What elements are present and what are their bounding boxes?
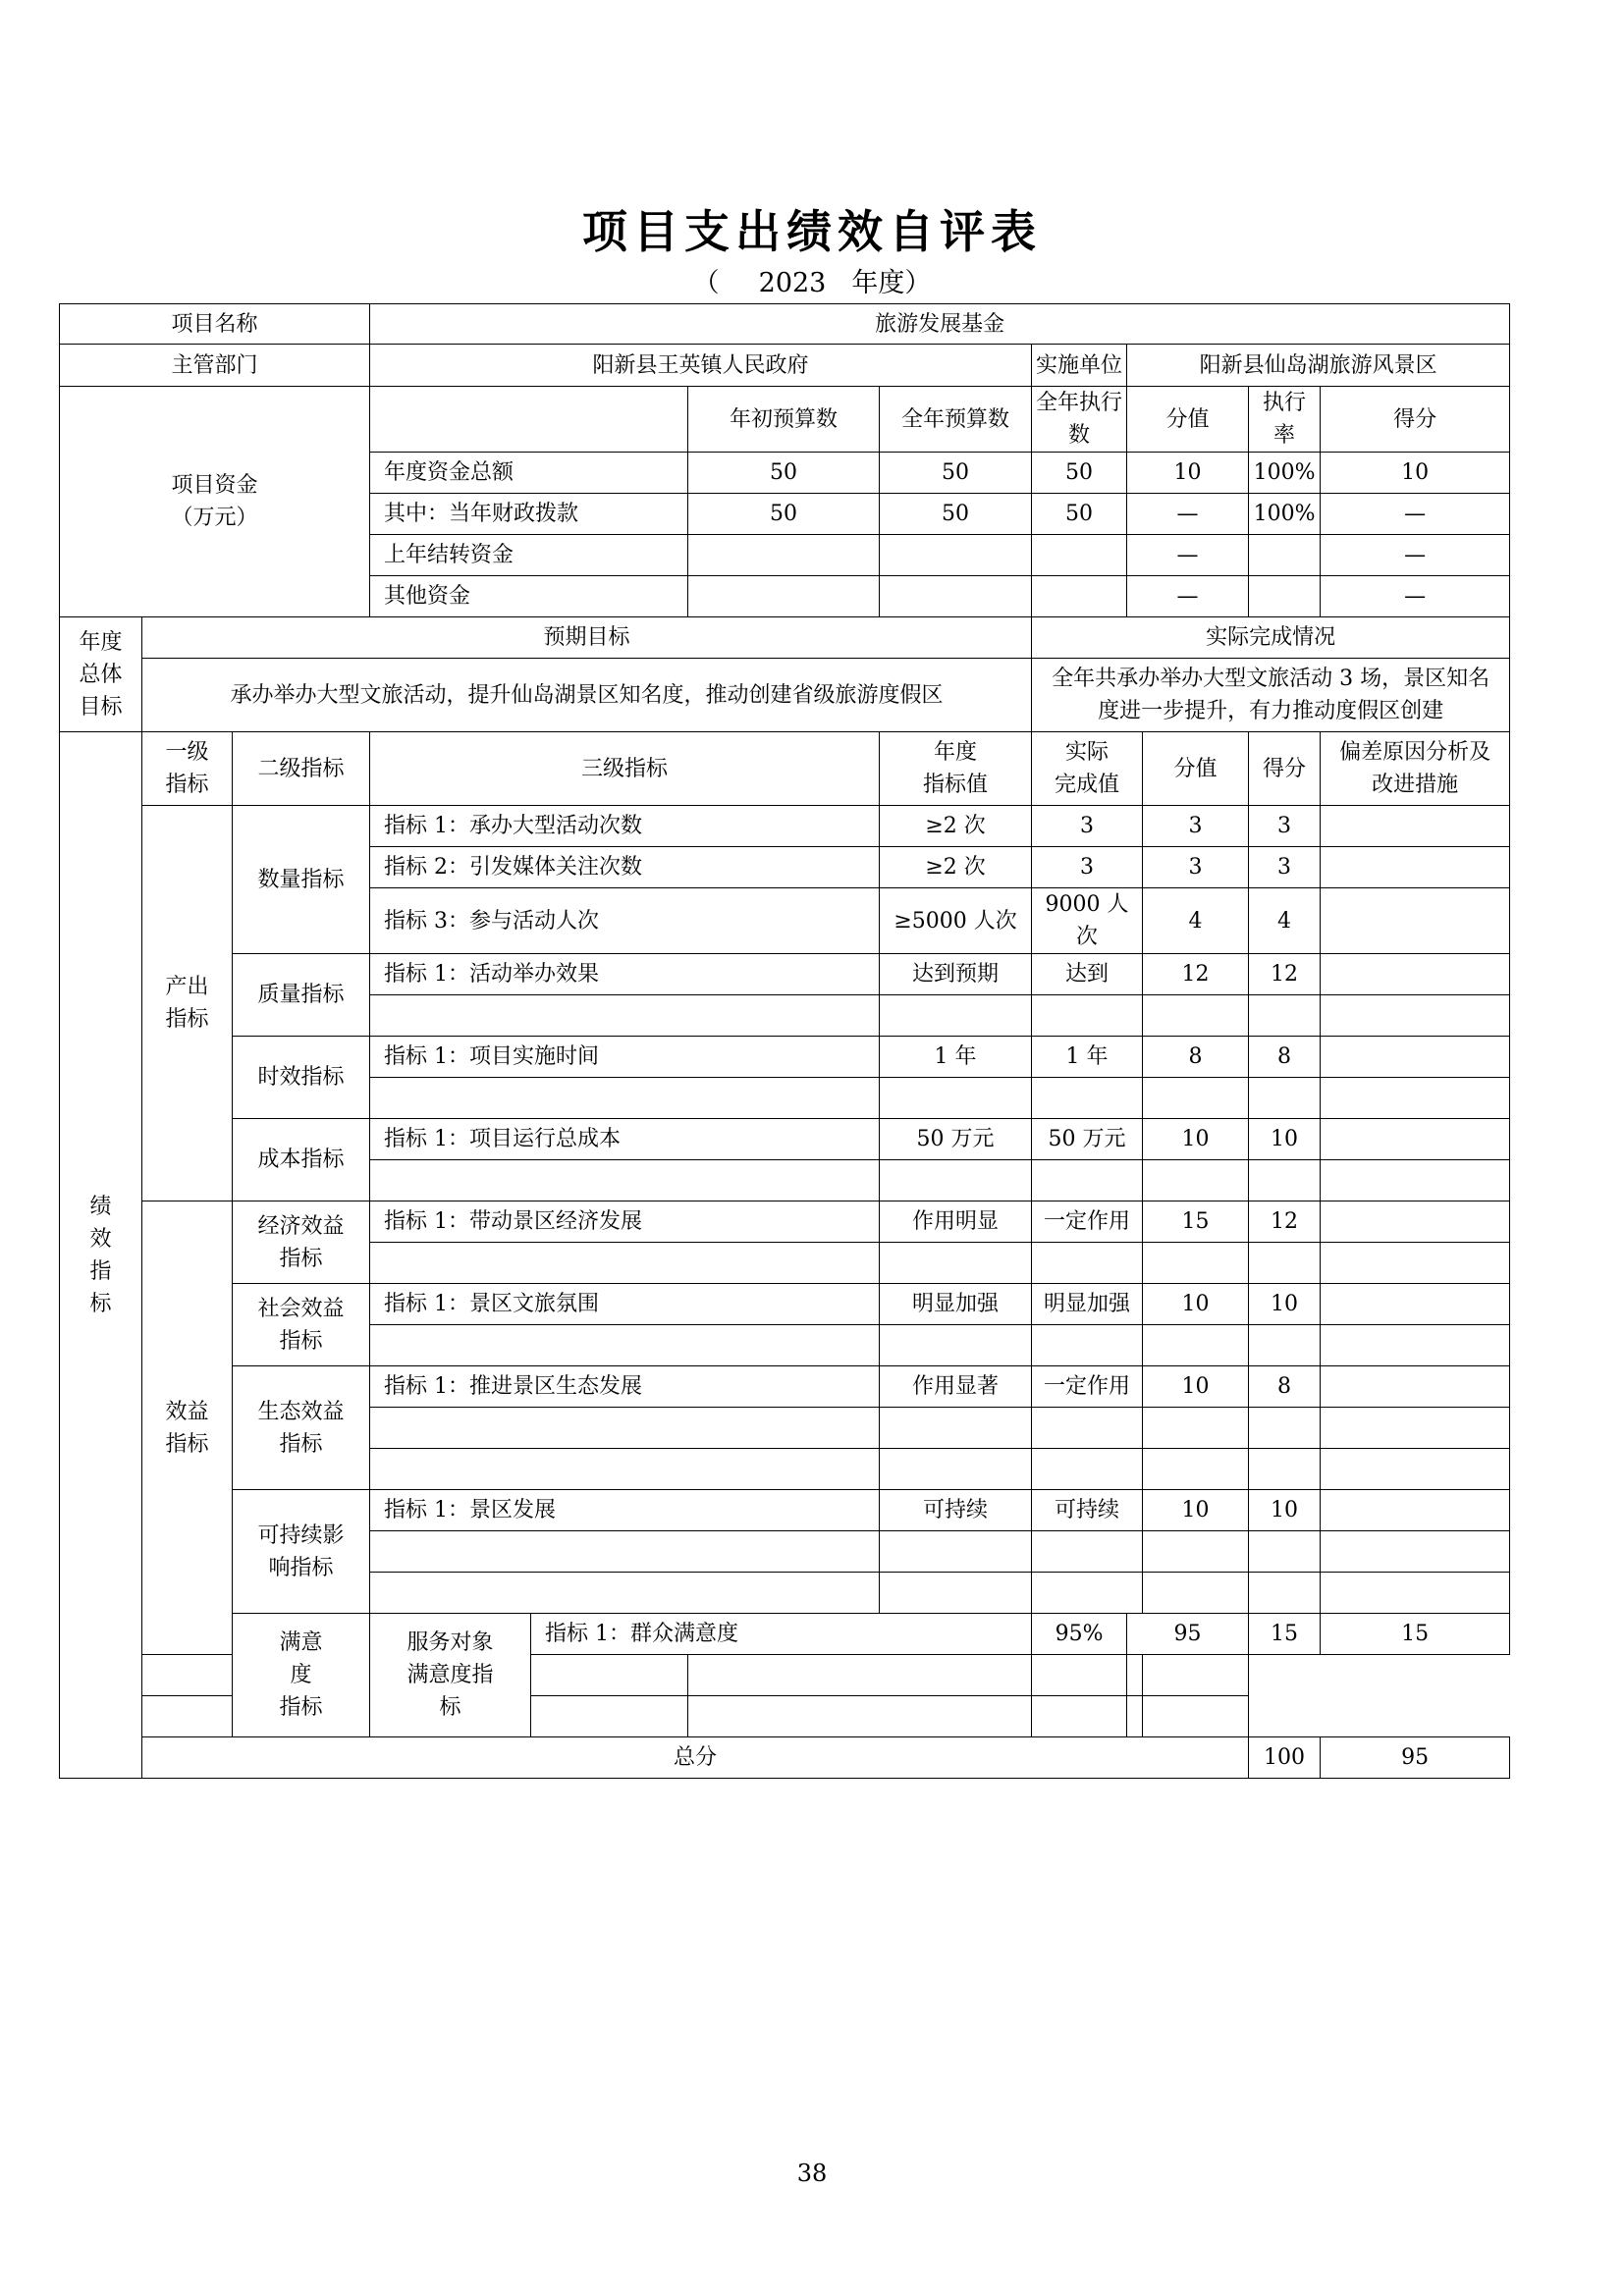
funds-row-full: 50 bbox=[880, 494, 1032, 535]
empty-cell bbox=[880, 1160, 1032, 1201]
empty-cell bbox=[1032, 1408, 1143, 1449]
indicator-target: 作用显著 bbox=[880, 1366, 1032, 1408]
indicator-value: 3 bbox=[1143, 806, 1249, 847]
empty-cell bbox=[142, 1696, 531, 1737]
funds-row-score: — bbox=[1321, 535, 1510, 576]
total-value: 100 bbox=[1249, 1737, 1321, 1779]
empty-cell bbox=[1249, 995, 1321, 1037]
empty-cell bbox=[1249, 1449, 1321, 1490]
indicator-score: 8 bbox=[1249, 1037, 1321, 1078]
indicator-actual: 1 年 bbox=[1032, 1037, 1143, 1078]
empty-cell bbox=[1143, 1531, 1249, 1573]
indicator-value: 15 bbox=[1249, 1614, 1321, 1655]
indicator-value: 15 bbox=[1143, 1201, 1249, 1243]
empty-cell bbox=[1321, 1325, 1510, 1366]
project-name-value: 旅游发展基金 bbox=[370, 304, 1510, 345]
funds-row-name: 其他资金 bbox=[370, 576, 688, 617]
empty-cell bbox=[1321, 1573, 1510, 1614]
empty-cell bbox=[880, 1408, 1032, 1449]
empty-cell bbox=[1143, 1325, 1249, 1366]
indicator-score: 8 bbox=[1249, 1366, 1321, 1408]
empty-cell bbox=[1321, 1531, 1510, 1573]
funds-header-full: 全年预算数 bbox=[880, 387, 1032, 453]
empty-cell bbox=[370, 1408, 880, 1449]
empty-cell bbox=[1321, 1243, 1510, 1284]
empty-cell bbox=[1143, 1655, 1249, 1696]
indicator-target: 50 万元 bbox=[880, 1119, 1032, 1160]
self-evaluation-table bbox=[59, 303, 1510, 1779]
funds-header-score: 得分 bbox=[1321, 387, 1510, 453]
level2-economic: 经济效益 指标 bbox=[233, 1201, 370, 1284]
indicator-name: 指标 3：参与活动人次 bbox=[370, 888, 880, 954]
indicator-reason bbox=[1321, 1490, 1510, 1531]
funds-row-exec: 50 bbox=[1032, 494, 1127, 535]
indicator-reason bbox=[1321, 1037, 1510, 1078]
indicator-reason bbox=[1321, 806, 1510, 847]
level2-cost: 成本指标 bbox=[233, 1119, 370, 1201]
empty-cell bbox=[1249, 1160, 1321, 1201]
perf-header-actual: 实际 完成值 bbox=[1032, 732, 1143, 806]
goal-actual-header: 实际完成情况 bbox=[1032, 617, 1510, 659]
funds-row-initial: 50 bbox=[688, 494, 880, 535]
year-subtitle bbox=[0, 261, 1624, 299]
indicator-target: ≥5000 人次 bbox=[880, 888, 1032, 954]
indicator-value: 10 bbox=[1143, 1284, 1249, 1325]
perf-header-l1: 一级 指标 bbox=[142, 732, 233, 806]
indicator-name: 指标 1：推进景区生态发展 bbox=[370, 1366, 880, 1408]
empty-cell bbox=[1032, 1243, 1143, 1284]
level2-timeliness: 时效指标 bbox=[233, 1037, 370, 1119]
indicator-value: 10 bbox=[1143, 1366, 1249, 1408]
indicator-target: ≥2 次 bbox=[880, 847, 1032, 888]
level2-quantity: 数量指标 bbox=[233, 806, 370, 954]
indicator-reason bbox=[1321, 1119, 1510, 1160]
empty-cell bbox=[1249, 1325, 1321, 1366]
funds-row-rate bbox=[1249, 576, 1321, 617]
funds-row-name: 其中：当年财政拨款 bbox=[370, 494, 688, 535]
perf-header-score-value: 分值 bbox=[1143, 732, 1249, 806]
funds-row-initial bbox=[688, 535, 880, 576]
empty-cell bbox=[1032, 1655, 1127, 1696]
empty-cell bbox=[370, 1573, 880, 1614]
funds-row-rate bbox=[1249, 535, 1321, 576]
indicator-name: 指标 1：承办大型活动次数 bbox=[370, 806, 880, 847]
dept-label: 主管部门 bbox=[60, 345, 370, 387]
level1-benefit: 效益 指标 bbox=[142, 1201, 233, 1655]
indicator-actual: 一定作用 bbox=[1032, 1201, 1143, 1243]
indicator-name: 指标 1：带动景区经济发展 bbox=[370, 1201, 880, 1243]
page-title: 项目支出绩效自评表 bbox=[582, 205, 1042, 258]
perf-header-target: 年度 指标值 bbox=[880, 732, 1032, 806]
funds-row-name: 年度资金总额 bbox=[370, 453, 688, 494]
goal-label: 年度 总体 目标 bbox=[60, 617, 142, 732]
funds-row-full: 50 bbox=[880, 453, 1032, 494]
funds-header-blank bbox=[370, 387, 688, 453]
indicator-reason bbox=[1321, 1366, 1510, 1408]
indicator-reason bbox=[1321, 954, 1510, 995]
indicator-score: 15 bbox=[1321, 1614, 1510, 1655]
indicator-target: 95% bbox=[1032, 1614, 1127, 1655]
indicator-score: 12 bbox=[1249, 954, 1321, 995]
indicator-actual: 一定作用 bbox=[1032, 1366, 1143, 1408]
indicator-name: 指标 1：群众满意度 bbox=[531, 1614, 1032, 1655]
empty-cell bbox=[370, 1160, 880, 1201]
empty-cell bbox=[1032, 1325, 1143, 1366]
level2-social: 社会效益 指标 bbox=[233, 1284, 370, 1366]
indicator-actual: 3 bbox=[1032, 847, 1143, 888]
empty-cell bbox=[1032, 1449, 1143, 1490]
indicator-actual: 3 bbox=[1032, 806, 1143, 847]
empty-cell bbox=[370, 1531, 880, 1573]
indicator-name: 指标 1：项目实施时间 bbox=[370, 1037, 880, 1078]
funds-row-exec: 50 bbox=[1032, 453, 1127, 494]
empty-cell bbox=[370, 1078, 880, 1119]
funds-row-full bbox=[880, 576, 1032, 617]
indicator-name: 指标 1：项目运行总成本 bbox=[370, 1119, 880, 1160]
funds-row-initial bbox=[688, 576, 880, 617]
empty-cell bbox=[1321, 1078, 1510, 1119]
empty-cell bbox=[1143, 1449, 1249, 1490]
indicator-score: 12 bbox=[1249, 1201, 1321, 1243]
indicator-score: 10 bbox=[1249, 1119, 1321, 1160]
level2-ecological: 生态效益 指标 bbox=[233, 1366, 370, 1490]
project-name-label: 项目名称 bbox=[60, 304, 370, 345]
funds-row-score-value: 10 bbox=[1127, 453, 1249, 494]
indicator-value: 4 bbox=[1143, 888, 1249, 954]
indicator-target: 1 年 bbox=[880, 1037, 1032, 1078]
empty-cell bbox=[688, 1696, 1032, 1737]
funds-row-score: 10 bbox=[1321, 453, 1510, 494]
indicator-reason bbox=[1321, 1201, 1510, 1243]
indicator-actual: 95 bbox=[1127, 1614, 1249, 1655]
empty-cell bbox=[880, 1078, 1032, 1119]
empty-cell bbox=[1032, 1573, 1143, 1614]
perf-header-l2: 二级指标 bbox=[233, 732, 370, 806]
funds-row-initial: 50 bbox=[688, 453, 880, 494]
indicator-reason bbox=[1321, 847, 1510, 888]
dept-value: 阳新县王英镇人民政府 bbox=[370, 345, 1032, 387]
indicator-value: 8 bbox=[1143, 1037, 1249, 1078]
funds-header-exec: 全年执行数 bbox=[1032, 387, 1127, 453]
funds-row-score: — bbox=[1321, 576, 1510, 617]
indicator-target: 作用明显 bbox=[880, 1201, 1032, 1243]
empty-cell bbox=[1032, 1078, 1143, 1119]
empty-cell bbox=[1032, 1160, 1143, 1201]
indicator-actual: 50 万元 bbox=[1032, 1119, 1143, 1160]
level1-satisfaction: 满意 度 指标 bbox=[233, 1614, 370, 1737]
indicator-reason bbox=[1321, 1284, 1510, 1325]
funds-row-score-value: — bbox=[1127, 535, 1249, 576]
empty-cell bbox=[880, 1531, 1032, 1573]
indicator-actual: 达到 bbox=[1032, 954, 1143, 995]
empty-cell bbox=[370, 1449, 880, 1490]
empty-cell bbox=[531, 1696, 688, 1737]
indicator-name: 指标 2：引发媒体关注次数 bbox=[370, 847, 880, 888]
level2-sustainable: 可持续影 响指标 bbox=[233, 1490, 370, 1614]
impl-unit-value: 阳新县仙岛湖旅游风景区 bbox=[1127, 345, 1510, 387]
level1-output: 产出 指标 bbox=[142, 806, 233, 1201]
indicator-value: 12 bbox=[1143, 954, 1249, 995]
year-suffix: 年度） bbox=[851, 268, 932, 298]
empty-cell bbox=[1143, 1243, 1249, 1284]
funds-row-rate: 100% bbox=[1249, 453, 1321, 494]
indicator-target: 达到预期 bbox=[880, 954, 1032, 995]
level2-service: 服务对象 满意度指 标 bbox=[370, 1614, 531, 1737]
funds-row-score-value: — bbox=[1127, 576, 1249, 617]
empty-cell bbox=[1321, 1408, 1510, 1449]
empty-cell bbox=[880, 1449, 1032, 1490]
indicator-score: 10 bbox=[1249, 1284, 1321, 1325]
indicator-name: 指标 1：景区发展 bbox=[370, 1490, 880, 1531]
indicator-reason bbox=[1321, 888, 1510, 954]
indicator-value: 10 bbox=[1143, 1490, 1249, 1531]
indicator-name: 指标 1：活动举办效果 bbox=[370, 954, 880, 995]
indicator-score: 4 bbox=[1249, 888, 1321, 954]
empty-cell bbox=[1249, 1408, 1321, 1449]
total-score: 95 bbox=[1321, 1737, 1510, 1779]
empty-cell bbox=[1321, 1449, 1510, 1490]
goal-expected-header: 预期目标 bbox=[142, 617, 1032, 659]
impl-unit-label: 实施单位 bbox=[1032, 345, 1127, 387]
funds-row-exec bbox=[1032, 535, 1127, 576]
indicator-score: 3 bbox=[1249, 806, 1321, 847]
level2-quality: 质量指标 bbox=[233, 954, 370, 1037]
funds-label: 项目资金 （万元） bbox=[60, 387, 370, 617]
funds-header-initial: 年初预算数 bbox=[688, 387, 880, 453]
empty-cell bbox=[1032, 1531, 1143, 1573]
indicator-score: 10 bbox=[1249, 1490, 1321, 1531]
empty-cell bbox=[1032, 1696, 1127, 1737]
empty-cell bbox=[1143, 1696, 1249, 1737]
funds-row-full bbox=[880, 535, 1032, 576]
empty-cell bbox=[1249, 1573, 1321, 1614]
indicator-actual: 明显加强 bbox=[1032, 1284, 1143, 1325]
perf-label: 绩 效 指 标 bbox=[60, 732, 142, 1779]
indicator-target: ≥2 次 bbox=[880, 806, 1032, 847]
empty-cell bbox=[1249, 1531, 1321, 1573]
funds-row-score-value: — bbox=[1127, 494, 1249, 535]
empty-cell bbox=[1143, 995, 1249, 1037]
funds-row-name: 上年结转资金 bbox=[370, 535, 688, 576]
indicator-name: 指标 1：景区文旅氛围 bbox=[370, 1284, 880, 1325]
funds-header-score-value: 分值 bbox=[1127, 387, 1249, 453]
empty-cell bbox=[688, 1655, 1032, 1696]
empty-cell bbox=[1032, 995, 1143, 1037]
year-value: 2023 bbox=[758, 268, 827, 298]
indicator-actual: 可持续 bbox=[1032, 1490, 1143, 1531]
funds-row-rate: 100% bbox=[1249, 494, 1321, 535]
empty-cell bbox=[1143, 1160, 1249, 1201]
indicator-value: 10 bbox=[1143, 1119, 1249, 1160]
goal-expected-text: 承办举办大型文旅活动，提升仙岛湖景区知名度，推动创建省级旅游度假区 bbox=[142, 659, 1032, 732]
empty-cell bbox=[880, 1243, 1032, 1284]
funds-row-score: — bbox=[1321, 494, 1510, 535]
empty-cell bbox=[880, 1573, 1032, 1614]
total-label: 总分 bbox=[142, 1737, 1249, 1779]
funds-row-exec bbox=[1032, 576, 1127, 617]
indicator-target: 可持续 bbox=[880, 1490, 1032, 1531]
empty-cell bbox=[1321, 995, 1510, 1037]
empty-cell bbox=[1127, 1655, 1143, 1696]
year-open: （ bbox=[692, 268, 720, 298]
indicator-target: 明显加强 bbox=[880, 1284, 1032, 1325]
empty-cell bbox=[370, 1243, 880, 1284]
empty-cell bbox=[1143, 1573, 1249, 1614]
empty-cell bbox=[1249, 1243, 1321, 1284]
empty-cell bbox=[1249, 1078, 1321, 1119]
indicator-value: 3 bbox=[1143, 847, 1249, 888]
empty-cell bbox=[370, 1325, 880, 1366]
empty-cell bbox=[880, 995, 1032, 1037]
goal-actual-text: 全年共承办举办大型文旅活动 3 场，景区知名度进一步提升，有力推动度假区创建 bbox=[1032, 659, 1510, 732]
empty-cell bbox=[370, 995, 880, 1037]
empty-cell bbox=[1321, 1160, 1510, 1201]
empty-cell bbox=[531, 1655, 688, 1696]
empty-cell bbox=[1143, 1078, 1249, 1119]
empty-cell bbox=[880, 1325, 1032, 1366]
perf-header-l3: 三级指标 bbox=[370, 732, 880, 806]
empty-cell bbox=[1127, 1696, 1143, 1737]
perf-header-score: 得分 bbox=[1249, 732, 1321, 806]
indicator-actual: 9000 人次 bbox=[1032, 888, 1143, 954]
empty-cell bbox=[1143, 1408, 1249, 1449]
funds-header-exec-rate: 执行率 bbox=[1249, 387, 1321, 453]
indicator-score: 3 bbox=[1249, 847, 1321, 888]
perf-header-reason: 偏差原因分析及 改进措施 bbox=[1321, 732, 1510, 806]
page-number: 38 bbox=[796, 2160, 828, 2187]
